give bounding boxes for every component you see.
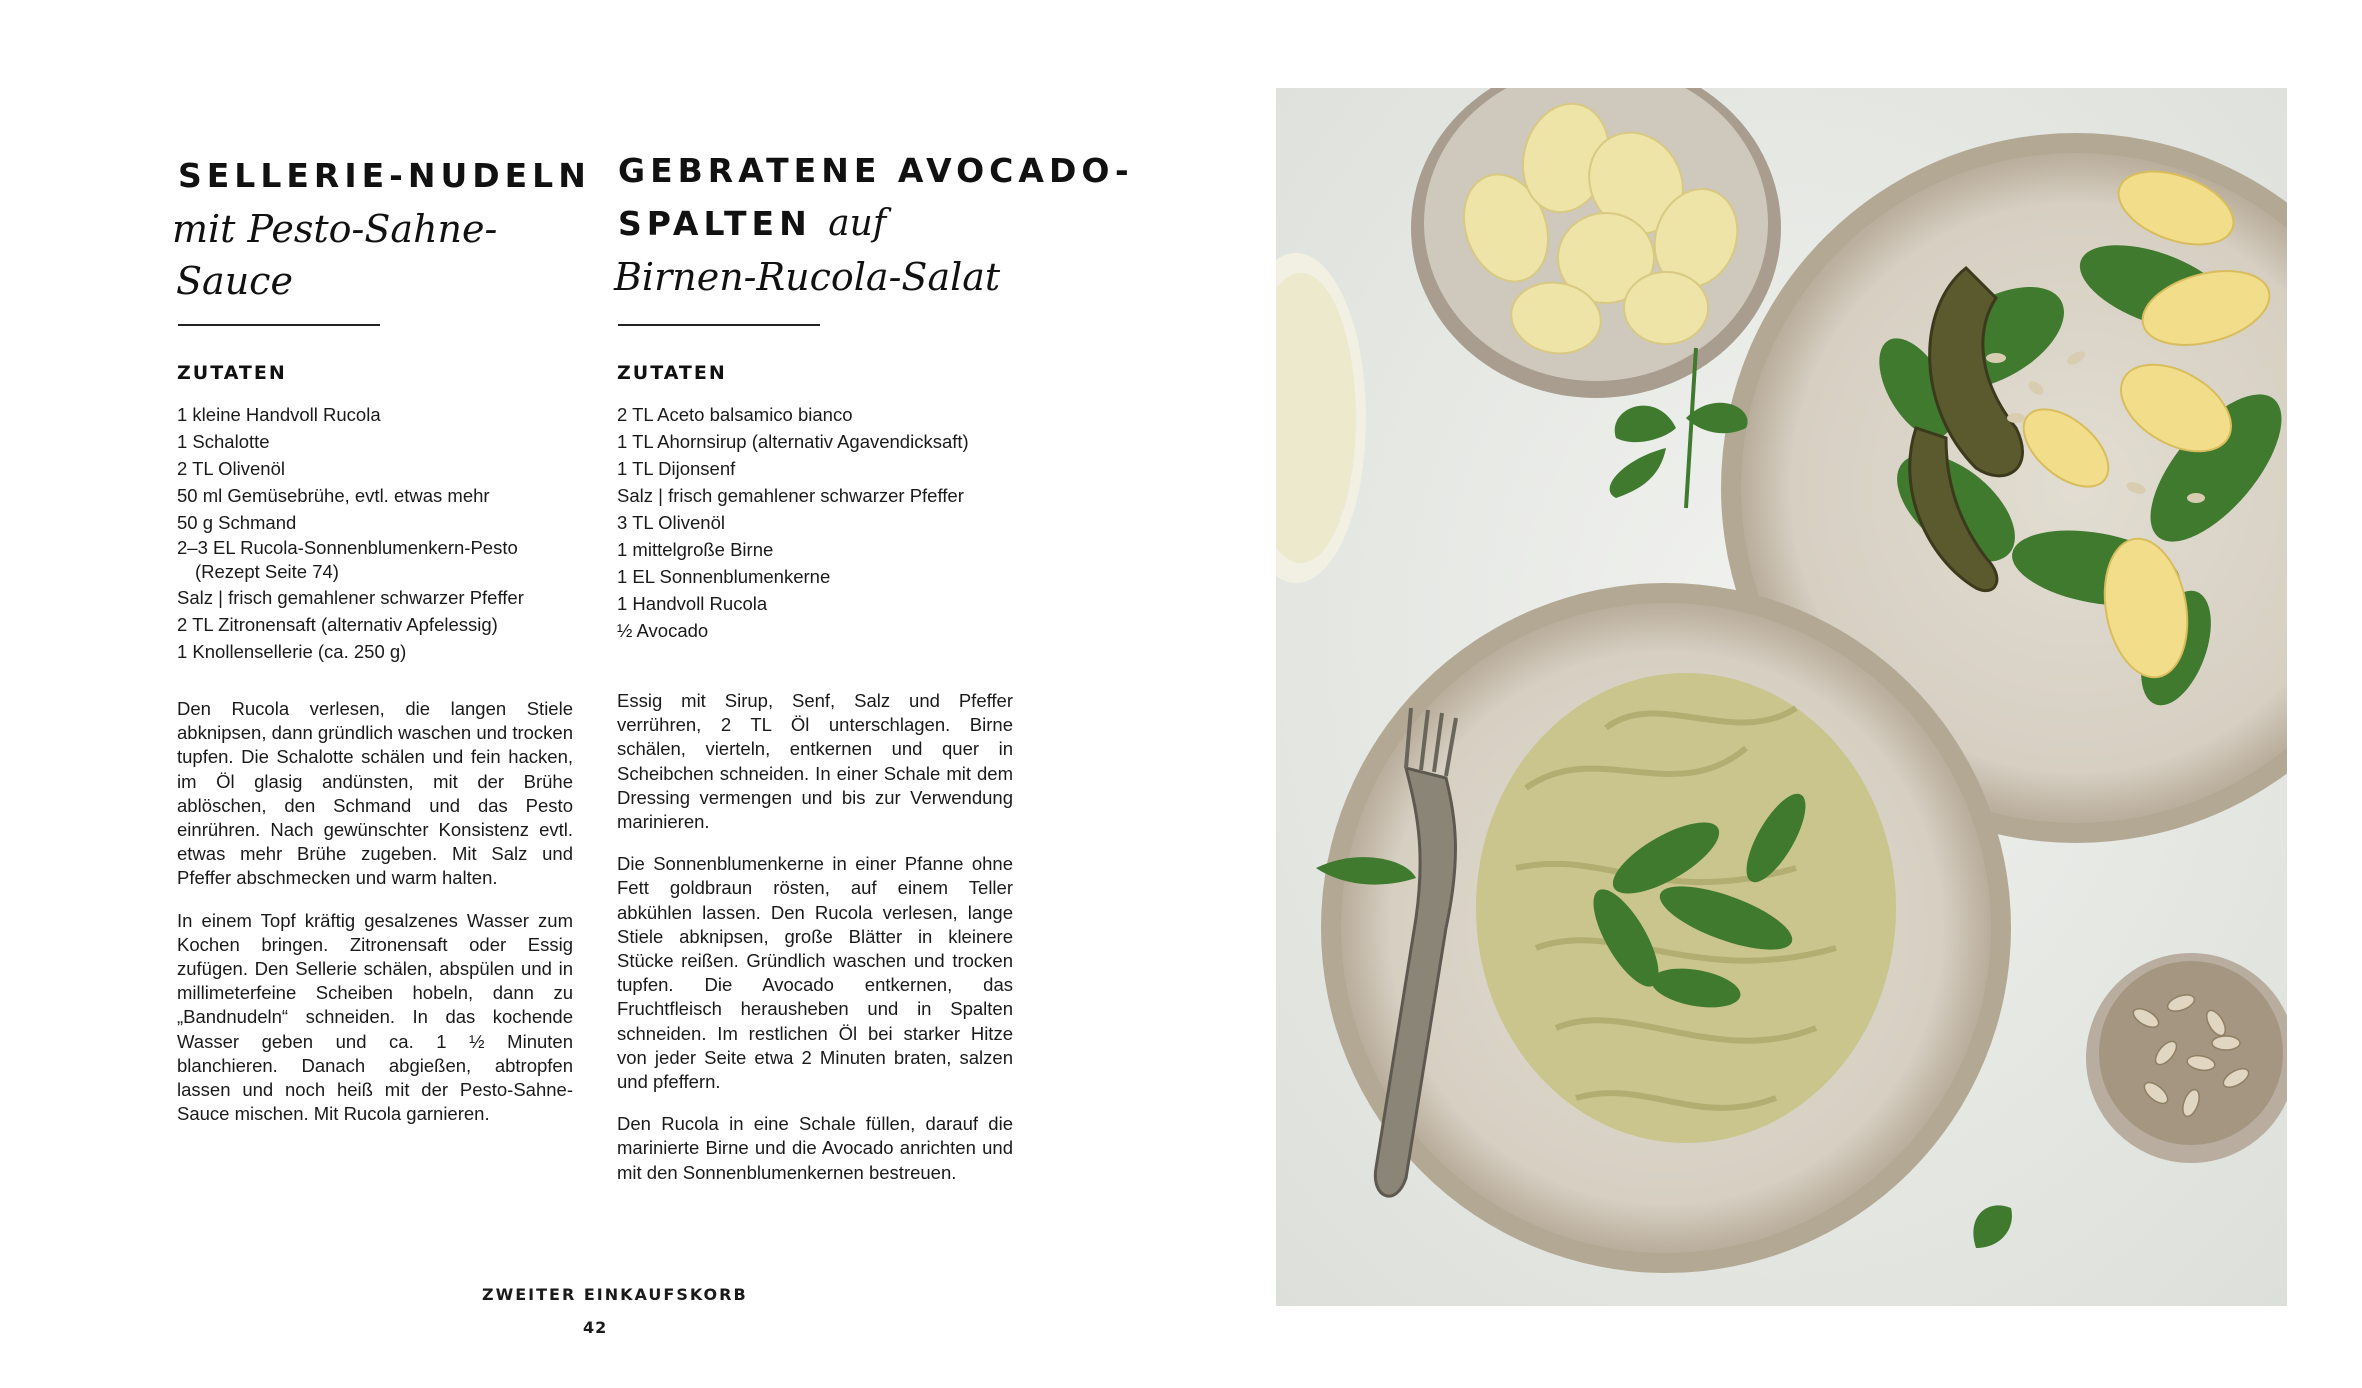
ingredient-item: 1 Schalotte <box>177 431 270 452</box>
ingredient-item: 1 Knollensellerie (ca. 250 g) <box>177 641 407 662</box>
ingredient-item: 2 TL Olivenöl <box>177 458 285 479</box>
recipe1-title <box>178 150 591 202</box>
pasta-plate <box>1321 583 2011 1273</box>
food-photo <box>1276 88 2287 1306</box>
instruction-paragraph: Essig mit Sirup, Senf, Salz und Pfeffer verrühren, 2 TL Öl unterschlagen. Birne schälen, vierteln, entkernen und quer in Scheibchen schneiden. In einer Schale mit dem Dressing vermengen und bis zur Verwendung marinieren. <box>617 690 1013 833</box>
ingredient-item: 3 TL Olivenöl <box>617 512 725 533</box>
recipe1-title-rule <box>178 324 380 326</box>
ingredient-item-continuation: (Rezept Seite 74) <box>195 561 339 582</box>
recipe2-instructions <box>617 689 1013 1203</box>
page-number: 42 <box>583 1318 608 1337</box>
instruction-paragraph: Den Rucola verlesen, die langen Stiele abknipsen, dann gründlich waschen und trocken tupfen. Die Schalotte schälen und fein hacken, im Öl glasig andünsten, mit der Brühe ablöschen, den Schmand und das Pesto einrühren. Nach gewünschter Konsistenz evtl. etwas mehr Brühe zugeben. Mit Salz und Pfeffer abschmecken und warm halten. <box>177 698 573 889</box>
recipe2-title-line2 <box>618 198 886 250</box>
recipe1-instructions <box>177 697 573 1144</box>
recipe2-subtitle: Birnen-Rucola-Salat <box>614 255 1001 299</box>
recipe2-title-rule <box>618 324 820 326</box>
recipe1-subtitle-line2: Sauce <box>176 259 293 303</box>
recipe1-subtitle-line1: mit Pesto-Sahne- <box>172 207 498 251</box>
recipe1-ingredients-heading: ZUTATEN <box>177 362 287 384</box>
seed-bowl <box>2086 953 2287 1163</box>
running-footer: ZWEITER EINKAUFSKORB <box>482 1285 748 1304</box>
recipe2-title-caps: SPALTEN <box>618 204 812 243</box>
ingredient-item: 1 TL Ahornsirup (alternativ Agavendicksaft) <box>617 431 969 452</box>
recipe1-ingredients-list <box>177 401 597 665</box>
recipe2-title-connector: auf <box>828 203 887 244</box>
recipe2-ingredients-list <box>617 401 1037 644</box>
ingredient-item: 2–3 EL Rucola-Sonnenblumenkern-Pesto <box>177 537 518 558</box>
ingredient-item: 1 kleine Handvoll Rucola <box>177 404 381 425</box>
ingredient-item: 1 TL Dijonsenf <box>617 458 736 479</box>
ingredient-item: 1 EL Sonnenblumenkerne <box>617 566 831 587</box>
instruction-paragraph: In einem Topf kräftig gesalzenes Wasser zum Kochen bringen. Zitronensaft oder Essig zufügen. Den Sellerie schälen, abspülen und in millimeterfeine Scheiben hobeln, dann zu „Bandnudeln“ schneiden. In das kochende Wasser geben und ca. 1 ½ Minuten blanchieren. Danach abgießen, abtropfen lassen und noch heiß mit der Pesto-Sahne-Sauce mischen. Mit Rucola garnieren. <box>177 909 573 1125</box>
ingredient-item: Salz | frisch gemahlener schwarzer Pfeffer <box>177 587 524 608</box>
ingredient-item: 1 mittelgroße Birne <box>617 539 774 560</box>
ingredient-item: 50 ml Gemüsebrühe, evtl. etwas mehr <box>177 485 490 506</box>
recipe2-title-line1: GEBRATENE AVOCADO- <box>618 151 1134 190</box>
recipe2-ingredients-heading: ZUTATEN <box>617 362 727 384</box>
ingredient-item: ½ Avocado <box>617 620 709 641</box>
instruction-paragraph: Den Rucola in eine Schale füllen, darauf die marinierte Birne und die Avocado anrichten und mit den Sonnenblumenkernen bestreuen. <box>617 1113 1013 1183</box>
ingredient-item: 2 TL Zitronensaft (alternativ Apfelessig) <box>177 614 498 635</box>
ingredient-item: Salz | frisch gemahlener schwarzer Pfeffer <box>617 485 964 506</box>
ingredient-item: 1 Handvoll Rucola <box>617 593 768 614</box>
recipe1-title-caps: SELLERIE-NUDELN <box>178 156 591 195</box>
ingredient-item: 2 TL Aceto balsamico bianco <box>617 404 853 425</box>
ingredient-item: 50 g Schmand <box>177 512 297 533</box>
instruction-paragraph: Die Sonnenblumenkerne in einer Pfanne ohne Fett goldbraun rösten, auf einem Teller abkühlen lassen. Den Rucola verlesen, lange Stiele abknipsen, große Blätter in kleinere Stücke reißen. Gründlich waschen und trocken tupfen. Die Avocado entkernen, das Fruchtfleisch herausheben und in Spalten schneiden. Im restlichen Öl bei starker Hitze von jeder Seite etwa 2 Minuten braten, salzen und pfeffern. <box>617 853 1013 1093</box>
